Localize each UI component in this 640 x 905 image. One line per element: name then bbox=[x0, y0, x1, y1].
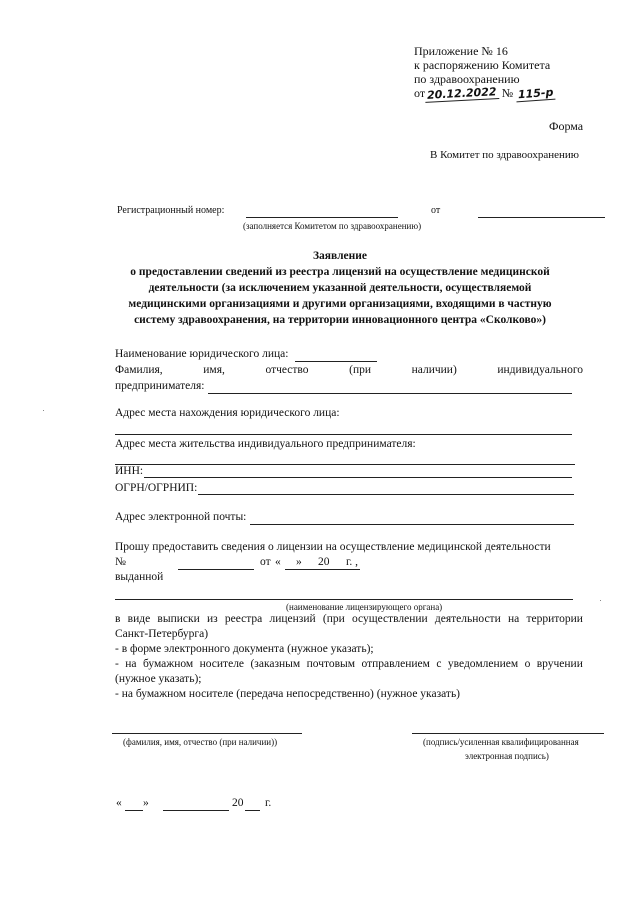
option-word: на bbox=[125, 658, 137, 670]
inn-label: ИНН: bbox=[115, 465, 144, 477]
fio-word: индивидуального bbox=[497, 364, 583, 376]
title-line-5: систему здравоохранения, на территории инновационного центра «Сколково») bbox=[134, 314, 546, 326]
issuer-note: (наименование лицензирующего органа) bbox=[286, 602, 443, 612]
option-word: бумажном bbox=[142, 658, 194, 670]
extract-word: из bbox=[206, 613, 218, 625]
fio-word: отчество bbox=[265, 364, 309, 376]
license-date-open-quote: « bbox=[275, 556, 281, 568]
extract-word: в bbox=[115, 613, 121, 625]
registration-date-line[interactable] bbox=[478, 217, 605, 218]
option-word: - bbox=[115, 658, 119, 670]
issued-label: выданной bbox=[115, 571, 164, 583]
license-year-line[interactable] bbox=[332, 569, 360, 570]
fio-word: наличии) bbox=[411, 364, 457, 376]
footer-date-close-quote: » bbox=[143, 797, 149, 809]
order-line-2: по здравоохранению bbox=[414, 72, 520, 86]
entrepreneur-line[interactable] bbox=[208, 393, 572, 394]
registration-label: Регистрационный номер: bbox=[117, 205, 225, 216]
scan-speck bbox=[600, 600, 601, 601]
option-registered-mail-row bbox=[115, 658, 583, 670]
registration-number-line[interactable] bbox=[246, 217, 398, 218]
registration-from: от bbox=[431, 205, 441, 216]
signature-line[interactable] bbox=[412, 733, 604, 734]
option-word: носителе bbox=[199, 658, 245, 670]
order-date-line bbox=[414, 86, 556, 101]
email-line[interactable] bbox=[250, 524, 574, 525]
option-electronic: - в форме электронного документа (нужное указать); bbox=[115, 643, 374, 655]
option-word: (заказным bbox=[250, 658, 301, 670]
addressee: В Комитет по здравоохранению bbox=[430, 149, 580, 161]
option-direct: - на бумажном носителе (передача непосредственно) (нужное указать) bbox=[115, 688, 461, 700]
extract-word: осуществлении bbox=[351, 613, 428, 625]
issuer-line[interactable] bbox=[115, 599, 573, 600]
residence-address-label: Адрес места жительства индивидуального предпринимателя: bbox=[115, 438, 416, 450]
extract-word: лицензий bbox=[269, 613, 316, 625]
ogrn-line[interactable] bbox=[198, 494, 574, 495]
document-title bbox=[100, 248, 580, 328]
scan-speck bbox=[43, 410, 44, 411]
fio-word: (при bbox=[349, 364, 371, 376]
license-number-line[interactable] bbox=[178, 569, 254, 570]
extract-word: виде bbox=[127, 613, 151, 625]
footer-year-suffix: г. bbox=[265, 797, 272, 809]
legal-address-line[interactable] bbox=[115, 434, 572, 435]
inn-line[interactable] bbox=[144, 477, 572, 478]
ogrn-label: ОГРН/ОГРНИП: bbox=[115, 482, 198, 494]
extract-word: на bbox=[507, 613, 520, 625]
license-number-sign: № bbox=[115, 556, 126, 568]
handwritten-date: 20.12.2022 bbox=[425, 85, 499, 103]
legal-name-label: Наименование юридического лица: bbox=[115, 348, 289, 360]
email-label: Адрес электронной почты: bbox=[115, 511, 247, 523]
fio-label-row bbox=[115, 364, 583, 376]
residence-address-line[interactable] bbox=[115, 464, 575, 465]
title-line-2: о предоставлении сведений из реестра лицензий на осуществление медицинской bbox=[130, 266, 550, 278]
title-line-3: деятельности (за исключением указанной деятельности, осуществляемой bbox=[148, 282, 532, 294]
form-label: Форма bbox=[549, 119, 584, 133]
license-date-close-quote: » bbox=[296, 556, 302, 568]
entrepreneur-label: предпринимателя: bbox=[115, 380, 205, 392]
fio-word: Фамилия, bbox=[115, 364, 163, 376]
order-date-prefix: от bbox=[414, 86, 426, 100]
footer-day-line[interactable] bbox=[125, 810, 143, 811]
footer-month-line[interactable] bbox=[163, 810, 229, 811]
footer-date-open-quote: « bbox=[116, 797, 122, 809]
license-day-line[interactable] bbox=[285, 569, 310, 570]
order-number-sign: № bbox=[501, 86, 514, 100]
legal-name-line[interactable] bbox=[295, 361, 377, 362]
legal-address-label: Адрес места нахождения юридического лица: bbox=[115, 407, 340, 419]
license-year-suffix: г. , bbox=[346, 556, 359, 568]
license-year-prefix: 20 bbox=[318, 556, 330, 568]
fio-signature-line[interactable] bbox=[112, 733, 302, 734]
fio-note: (фамилия, имя, отчество (при наличии)) bbox=[123, 737, 278, 747]
extract-word: реестра bbox=[224, 613, 263, 625]
extract-word: выписки bbox=[157, 613, 200, 625]
extract-word: деятельности bbox=[434, 613, 501, 625]
extract-word: территории bbox=[526, 613, 583, 625]
option-word: отправлением bbox=[361, 658, 430, 670]
option-registered-mail-cont: (нужное указать); bbox=[115, 673, 202, 685]
option-word: вручении bbox=[536, 658, 583, 670]
registration-note: (заполняется Комитетом по здравоохранению) bbox=[243, 221, 422, 231]
extract-word: (при bbox=[322, 613, 345, 625]
fio-word: имя, bbox=[203, 364, 225, 376]
footer-year-prefix: 20 bbox=[232, 797, 244, 809]
signature-note-2: электронная подпись) bbox=[465, 751, 549, 761]
extract-row bbox=[115, 613, 583, 625]
footer-year-line[interactable] bbox=[245, 810, 260, 811]
appendix-number: Приложение № 16 bbox=[414, 44, 508, 58]
spb-line: Санкт-Петербурга) bbox=[115, 628, 209, 640]
option-word: с bbox=[436, 658, 442, 670]
option-word: уведомлением bbox=[447, 658, 519, 670]
option-word: почтовым bbox=[306, 658, 356, 670]
handwritten-number: 115-р bbox=[516, 86, 556, 103]
license-date-from: от bbox=[260, 556, 271, 568]
title-line-1: Заявление bbox=[312, 250, 367, 262]
title-line-4: медицинскими организациями и другими организациями, входящими в частную bbox=[128, 298, 552, 310]
order-line-1: к распоряжению Комитета bbox=[414, 58, 551, 72]
request-line-1: Прошу предоставить сведения о лицензии на осуществление медицинской деятельности bbox=[115, 541, 551, 553]
signature-note-1: (подпись/усиленная квалифицированная bbox=[423, 737, 579, 747]
option-word: о bbox=[524, 658, 531, 670]
